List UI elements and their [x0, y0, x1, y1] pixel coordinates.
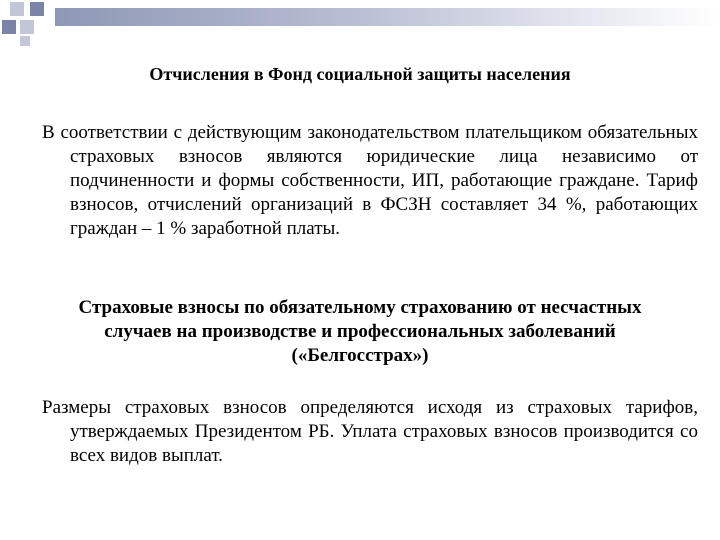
- deco-square-5: [20, 36, 30, 46]
- deco-square-1: [10, 2, 24, 16]
- deco-square-3: [2, 20, 16, 34]
- paragraph-contributors: В соответствии с действующим законодательством плательщиком обязательных страховых взносов являются юридические лица независимо от подчиненности и формы собственности, ИП, работающие граждане. Тариф взносов, отчислений организаций в ФСЗН составляет 34 %, работающих граждан – 1 % заработной платы.: [42, 122, 698, 239]
- decorative-header-bar: [55, 8, 720, 26]
- deco-square-4: [20, 20, 34, 34]
- deco-square-2: [30, 2, 44, 16]
- slide-title: Отчисления в Фонд социальной защиты населения: [149, 64, 571, 84]
- decorative-squares: [0, 0, 60, 50]
- section-heading-insurance: Страховые взносы по обязательному страхованию от несчастных случаев на производстве и профессиональных заболеваний («Белгосстрах»): [78, 297, 642, 366]
- paragraph-insurance-rates: Размеры страховых взносов определяются исходя из страховых тарифов, утверждаемых Президентом РБ. Уплата страховых взносов производится со всех видов выплат.: [42, 397, 698, 466]
